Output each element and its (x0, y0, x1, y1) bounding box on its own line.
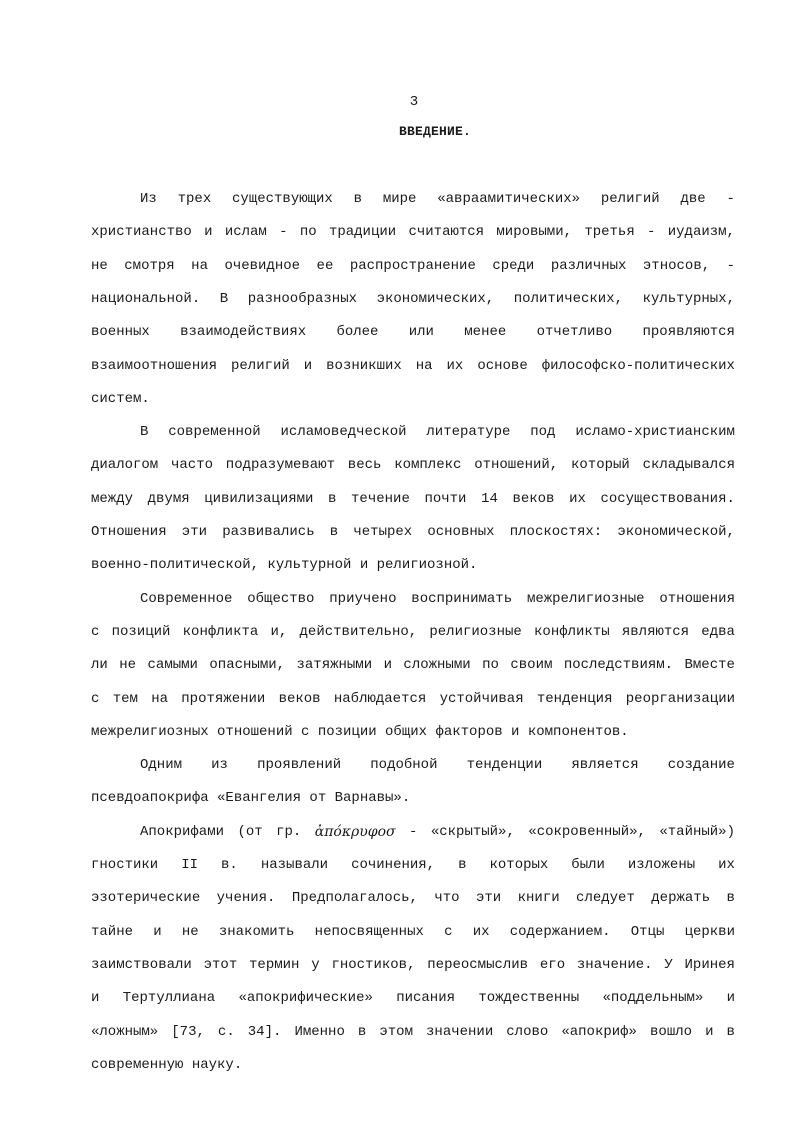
page-number: 3 (409, 94, 419, 110)
text-line: взаимоотношения религий и возникших на их основе философско-политических (91, 357, 735, 374)
text-line: «ложным» [73, с. 34]. Именно в этом значении слово «апокриф» вошло и в (91, 1023, 735, 1040)
text-line: между двумя цивилизациями в течение почти 14 веков их сосуществования. (91, 490, 735, 507)
text-line: гностики II в. называли сочинения, в которых были изложены их (91, 857, 735, 873)
text-line: систем. (91, 390, 150, 407)
text-line: современную науку. (91, 1056, 243, 1073)
text-line: псевдоапокрифа «Евангелия от Варнавы». (91, 790, 411, 807)
text-line: военных взаимодействиях более или менее отчетливо проявляются (91, 324, 735, 341)
text-line: с тем на протяжении веков наблюдается устойчивая тенденция реорганизации (91, 690, 735, 707)
page-title: ВВЕДЕНИЕ. (398, 124, 471, 139)
text-line: межрелигиозных отношений с позиции общих факторов и компонентов. (91, 723, 629, 740)
text-line: военно-политической, культурной и религиозной. (91, 557, 478, 574)
text-line: Из трех существующих в мире «авраамитических» религий две - (140, 191, 735, 207)
text-line: заимствовали этот термин у гностиков, переосмыслив его значение. У Иринея (91, 956, 735, 973)
text-line: В современной исламоведческой литературе под исламо-христианским (140, 424, 735, 441)
text-line: Апокрифами (от гр. ἀπόκρυφοσ - «скрытый», «сокровенный», «тайный») (140, 823, 735, 840)
text-line: Одним из проявлений подобной тенденции является создание (140, 757, 735, 774)
text-line: эзотерические учения. Предполагалось, что эти книги следует держать в (91, 890, 735, 907)
text-line: Отношения эти развивались в четырех основных плоскостях: экономической, (91, 524, 735, 540)
text-line: ли не самыми опасными, затяжными и сложными по своим последствиям. Вместе (91, 657, 735, 674)
text-line: не смотря на очевидное ее распространение среди различных этносов, - (91, 257, 735, 274)
text-line: национальной. В разнообразных экономических, политических, культурных, (91, 290, 735, 307)
text-line: Современное общество приучено воспринимать межрелигиозные отношения (140, 590, 735, 607)
text-line: и Тертуллиана «апокрифические» писания тождественны «поддельным» и (91, 990, 735, 1007)
text-line: тайне и не знакомить непосвященных с их содержанием. Отцы церкви (91, 923, 735, 940)
text-line: с позиций конфликта и, действительно, религиозные конфликты являются едва (91, 623, 735, 640)
text-line: христианство и ислам - по традиции считаются мировыми, третья - иудаизм, (91, 224, 735, 241)
text-line: диалогом часто подразумевают весь комплекс отношений, который складывался (91, 457, 735, 474)
